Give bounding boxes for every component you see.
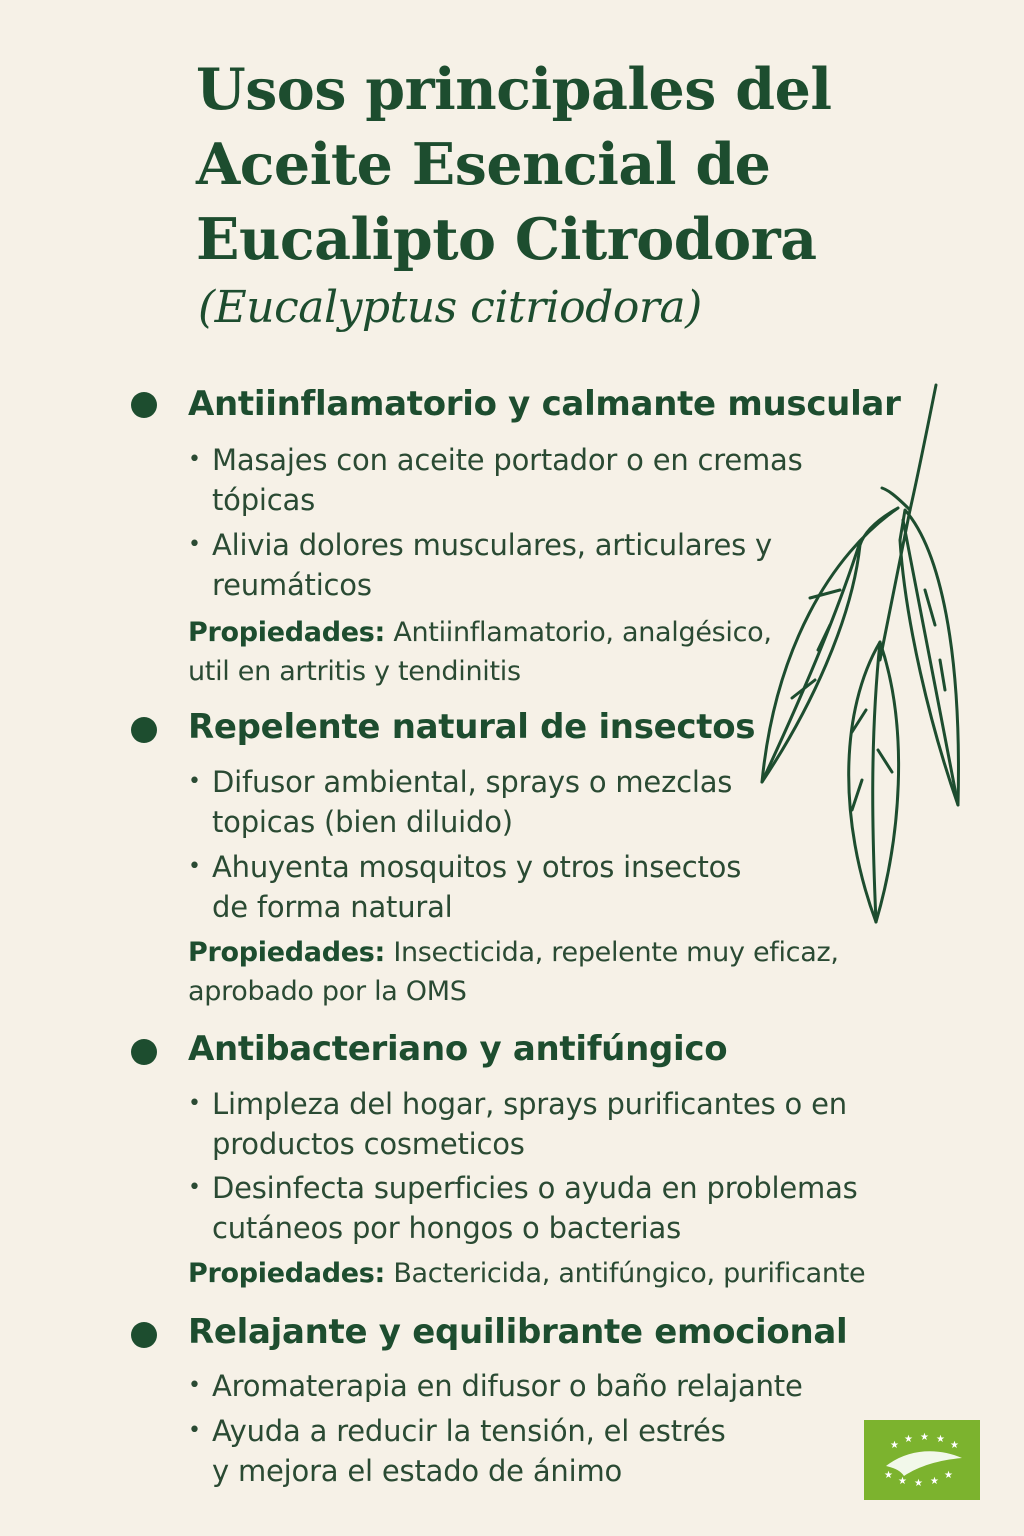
title-line-3: Eucalipto Citrodora [196,206,817,273]
list-item-text: Ahuyenta mosquitos y otros insectos de forma natural [212,850,742,924]
svg-text:★: ★ [930,1476,939,1487]
svg-text:★: ★ [944,1470,953,1481]
list-item-text: Alivia dolores musculares, articulares y reumáticos [212,528,773,602]
properties-text [188,613,778,691]
properties-label: Propiedades: [188,937,386,968]
properties-label: Propiedades: [188,617,386,648]
svg-text:★: ★ [890,1440,899,1451]
title-line-1: Usos principales del [196,56,832,123]
properties-value: Bactericida, antifúngico, purificante [393,1258,866,1289]
eu-organic-logo-icon [864,1420,980,1500]
svg-text:★: ★ [914,1478,923,1489]
list-item-text: Aromaterapia en difusor o baño relajante [212,1369,803,1403]
eucalyptus-leaf-icon [740,380,980,940]
properties-value: Insecticida, repelente muy eficaz, aprobado por la OMS [188,937,839,1007]
list-item [188,762,748,842]
section-bullet-dot [131,1039,157,1065]
section-title: Repelente natural de insectos [188,707,756,747]
bullet-mark: • [188,769,201,794]
section-title: Relajante y equilibrante emocional [188,1312,848,1352]
list-item [188,1168,868,1248]
list-item-text: Limpleza del hogar, sprays purificantes o en productos cosmeticos [212,1087,847,1161]
bullet-mark: • [188,854,201,879]
svg-text:★: ★ [898,1476,907,1487]
bullet-mark: • [188,1373,201,1398]
list-item [188,1084,868,1164]
svg-text:★: ★ [950,1440,959,1451]
list-item [188,1411,748,1491]
page-subtitle: (Eucalyptus citriodora) [198,282,702,333]
svg-text:★: ★ [920,1432,929,1443]
list-item-text: Difusor ambiental, sprays o mezclas topicas (bien diluido) [212,765,733,839]
svg-text:★: ★ [936,1434,945,1445]
section-bullet-dot [131,717,157,743]
title-line-2: Aceite Esencial de [196,131,771,198]
bullet-mark: • [188,532,201,557]
properties-text [188,1254,888,1293]
section-title: Antibacteriano y antifúngico [188,1029,728,1069]
list-item-text: Desinfecta superficies o ayuda en problemas cutáneos por hongos o bacterias [212,1171,858,1245]
properties-value: Antiinflamatorio, analgésico, util en artritis y tendinitis [188,617,772,687]
list-item [188,1366,828,1406]
properties-label: Propiedades: [188,1258,386,1289]
eu-leaf-stars-icon [864,1420,980,1500]
list-item [188,525,788,605]
bullet-mark: • [188,1418,201,1443]
svg-text:★: ★ [884,1470,893,1481]
section-bullet-dot [131,392,157,418]
page-title [196,52,916,277]
list-item-text: Ayuda a reducir la tensión, el estrés y mejora el estado de ánimo [212,1414,726,1488]
section-bullet-dot [131,1322,157,1348]
list-item [188,847,778,927]
list-item [188,440,828,520]
bullet-mark: • [188,447,201,472]
svg-text:★: ★ [904,1434,913,1445]
list-item-text: Masajes con aceite portador o en cremas tópicas [212,443,803,517]
bullet-mark: • [188,1091,201,1116]
bullet-mark: • [188,1175,201,1200]
section-title: Antiinflamatorio y calmante muscular [188,384,901,424]
properties-text [188,933,848,1011]
